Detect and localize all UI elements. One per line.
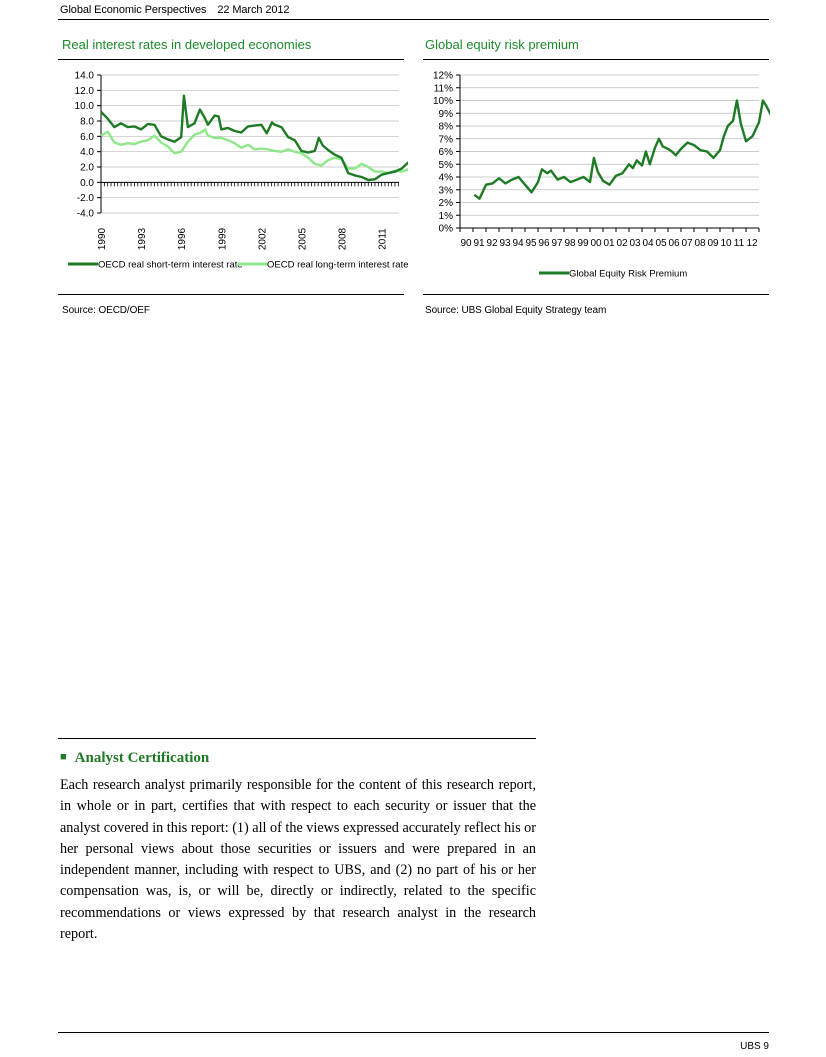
x-tick-label: 1993 (137, 227, 149, 251)
x-tick-label: 1990 (97, 227, 108, 251)
x-tick-label: 90 (460, 238, 472, 249)
x-tick-label: 02 (616, 238, 628, 249)
y-tick-label: 14.0 (74, 70, 94, 82)
x-tick-label: 99 (577, 238, 589, 249)
x-tick-label: 09 (707, 238, 719, 249)
short-term-rate-line (101, 96, 408, 197)
y-tick-label: 4.0 (80, 147, 94, 159)
x-tick-label: 94 (512, 238, 524, 249)
x-tick-label: 2011 (377, 228, 389, 250)
x-tick-label: 11 (733, 238, 745, 249)
x-tick-label: 1999 (217, 227, 229, 251)
y-tick-label: 4% (438, 172, 453, 184)
certification-body: Each research analyst primarily responsible for the content of this research report, in whole or in part, certifies that with respect to each security or issuer that the analyst covered in this report: (1) all of the views expressed accurately reflect his or her personal views about those securities or issuers and were prepared in an independent manner, including with respect to UBS, and (2) no part of his or her compensation was, is, or will be, directly or indirectly, related to the specific recommendations or views expressed by that research analyst in the research report. (60, 777, 536, 943)
y-tick-label: 11% (433, 83, 453, 95)
x-tick-label: 08 (694, 238, 706, 249)
y-tick-label: 10.0 (74, 101, 94, 113)
x-tick-label: 07 (681, 238, 693, 249)
left-chart-top-rule (58, 59, 404, 60)
y-tick-label: 2% (438, 198, 453, 209)
y-tick-label: 10% (432, 96, 453, 107)
x-tick-label: 97 (551, 238, 563, 249)
certification-rule (58, 738, 536, 739)
equity-risk-premium-line (474, 92, 770, 199)
x-tick-label: 91 (473, 238, 485, 249)
legend-label-erp: Global Equity Risk Premium (569, 268, 688, 280)
certification-heading (60, 750, 209, 767)
y-tick-label: 9% (438, 108, 453, 120)
y-tick-label: 3% (438, 185, 453, 197)
page-header (60, 4, 297, 16)
x-tick-label: 05 (655, 238, 667, 249)
x-tick-label: 12 (746, 238, 758, 249)
x-tick-label: 03 (629, 238, 641, 249)
y-tick-label: 7% (438, 134, 453, 146)
y-tick-label: 2.0 (80, 162, 94, 174)
y-tick-label: 5% (438, 159, 453, 171)
footer-rule (58, 1032, 769, 1033)
certification-title: Analyst Certification (74, 750, 210, 766)
y-tick-label: 0% (438, 223, 453, 235)
x-tick-label: 01 (603, 238, 615, 249)
x-tick-label: 92 (486, 238, 498, 249)
legend-label-short-term: OECD real short-term interest rate (98, 259, 243, 271)
x-tick-label: 2002 (257, 227, 269, 251)
legend-label-long-term: OECD real long-term interest rate (267, 259, 408, 271)
x-tick-label: 2008 (337, 227, 349, 251)
left-chart-title: Real interest rates in developed economies (62, 37, 312, 52)
y-tick-label: 0.0 (80, 177, 94, 189)
y-tick-label: 6% (438, 147, 453, 158)
x-tick-label: 04 (642, 238, 654, 249)
right-chart-top-rule (423, 59, 769, 60)
x-tick-label: 10 (720, 238, 732, 249)
x-tick-label: 96 (538, 238, 550, 249)
publication-name: Global Economic Perspectives (60, 4, 207, 16)
page-number: UBS 9 (740, 1041, 769, 1052)
real-interest-rates-chart (58, 62, 408, 290)
x-tick-label: 2005 (297, 227, 309, 251)
header-rule (58, 19, 769, 20)
x-tick-label: 93 (499, 238, 511, 249)
y-tick-label: 8.0 (80, 116, 94, 128)
left-chart-source: Source: OECD/OEF (62, 305, 150, 316)
y-tick-label: 12% (432, 70, 453, 82)
y-tick-label: 6.0 (80, 131, 94, 143)
long-term-rate-line (101, 129, 408, 182)
right-chart-title: Global equity risk premium (425, 37, 579, 52)
publication-date: 22 March 2012 (217, 4, 290, 16)
x-tick-label: 95 (525, 238, 537, 249)
y-tick-label: -2.0 (76, 193, 94, 205)
y-tick-label: 8% (438, 121, 453, 133)
x-tick-label: 98 (564, 238, 576, 249)
y-tick-label: 1% (438, 210, 453, 222)
x-tick-label: 06 (668, 238, 680, 249)
equity-risk-premium-chart (420, 62, 770, 290)
bullet-square-icon: ■ (60, 751, 67, 763)
right-chart-source: Source: UBS Global Equity Strategy team (425, 305, 607, 316)
left-chart-bottom-rule (58, 294, 404, 295)
x-tick-label: 00 (590, 238, 602, 249)
y-tick-label: 12.0 (74, 85, 94, 97)
right-chart-bottom-rule (423, 294, 769, 295)
x-tick-label: 1996 (177, 227, 189, 251)
y-tick-label: -4.0 (76, 208, 94, 220)
